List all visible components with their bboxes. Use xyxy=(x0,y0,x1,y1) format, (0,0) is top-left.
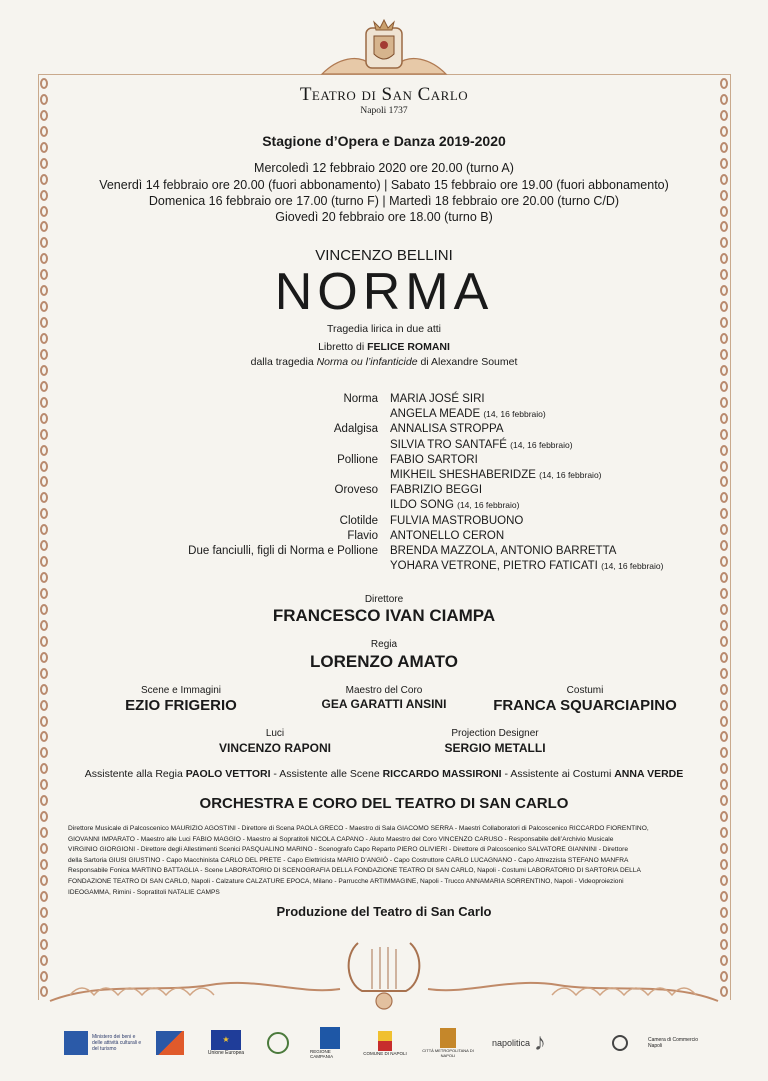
chain-link xyxy=(720,700,728,711)
performance-date-1: Mercoledì 12 febbraio 2020 ore 20.00 (turno A) xyxy=(254,161,514,175)
eu-text: Unione Europea xyxy=(207,1050,245,1056)
cast-singer-name: FABRIZIO BEGGI xyxy=(390,484,483,497)
cast-singer-name: ANGELA MEADE xyxy=(390,408,481,421)
chain-link xyxy=(40,381,48,392)
projection-block xyxy=(410,728,580,755)
chain-link xyxy=(40,779,48,790)
napoli-text: napolitica xyxy=(492,1038,531,1048)
cast-role: Oroveso xyxy=(334,484,378,497)
coro-label: Maestro del Coro xyxy=(345,685,423,696)
mibac-mark-icon xyxy=(64,1031,88,1055)
performance-date-4: Giovedì 20 febbraio ore 18.00 (turno B) xyxy=(275,210,493,224)
cast-singer-name: ILDO SONG xyxy=(390,499,454,512)
theatre-name: Teatro di San Carlo xyxy=(299,84,469,105)
libretto-author: FELICE ROMANI xyxy=(367,341,450,353)
comune-logo xyxy=(362,1025,408,1061)
projection-label: Projection Designer xyxy=(451,728,539,739)
luci-label: Luci xyxy=(265,728,285,739)
napoli-logo xyxy=(492,1025,582,1061)
source-title: Norma ou l’infanticide xyxy=(316,356,418,368)
cast-date-note: (14, 16 febbraio) xyxy=(510,439,573,450)
chain-link xyxy=(720,811,728,822)
cast-date-note: (14, 16 febbraio) xyxy=(457,500,520,511)
chain-link xyxy=(720,747,728,758)
staff-line: della Sartoria GIUSI GIUSTINO - Capo Macchinista CARLO DEL PRETE - Capo Elettricista MARIO D’ANGIÒ - Capo Costruttore CARLO LUCAGNANO - Capo Attrezzista STEFANO MANFRA xyxy=(68,856,629,864)
coro-name: GEA GARATTI ANSINI xyxy=(321,697,447,711)
cast-row xyxy=(0,469,768,484)
cast-singer-name: SILVIA TRO SANTAFÉ xyxy=(390,438,507,451)
comune-mark-icon xyxy=(378,1031,392,1051)
luci-name: VINCENZO RAPONI xyxy=(218,741,331,755)
chain-link xyxy=(40,811,48,822)
citta-mark-icon xyxy=(440,1028,456,1048)
comune-text: COMUNE DI NAPOLI xyxy=(363,1050,407,1056)
assist-costumi-name: ANNA VERDE xyxy=(614,768,684,780)
cast-row xyxy=(0,484,768,499)
camera-mark-icon xyxy=(612,1035,628,1051)
eu-flag-icon: ★ xyxy=(211,1030,241,1050)
chain-link xyxy=(40,747,48,758)
regione-text: REGIONE CAMPANIA xyxy=(310,1049,334,1059)
cast-row xyxy=(0,530,768,545)
scene-name: EZIO FRIGERIO xyxy=(125,697,237,714)
cast-singer xyxy=(390,408,546,420)
cast-singer-name: YOHARA VETRONE, PIETRO FATICATI xyxy=(390,560,598,573)
regione-logo xyxy=(310,1025,350,1061)
cast-row xyxy=(0,545,768,560)
cast-singer xyxy=(390,423,504,435)
cast-role: Adalgisa xyxy=(333,423,378,436)
cast-date-note: (14, 16 febbraio) xyxy=(539,470,602,480)
staff-line: Responsabile Fonica MARTINO BATTAGLIA - Scene LABORATORIO DI SCENOGRAFIA DELLA FONDAZIONE TEATRO DI SAN CARLO, Napoli - Costumi LABORATORIO DI SARTORIA DELLA xyxy=(68,867,641,875)
cast-date-note: (14, 16 febbraio) xyxy=(601,561,664,572)
cast-singer xyxy=(390,439,573,451)
cast-singer xyxy=(390,530,504,542)
cast-role: Pollione xyxy=(337,453,378,466)
crest-icon xyxy=(318,18,450,80)
cast-singer xyxy=(390,499,519,511)
staff-line: GIOVANNI IMPARATO - Maestro alle Luci FABIO MAGGIO - Maestro ai Sopratitoli NICOLA CAPANO - Aiuto Maestro del Coro VINCENZO CARUSO - Responsabile dell’Archivio Musicale xyxy=(68,835,614,843)
cast-row xyxy=(0,499,768,514)
cast-singer xyxy=(390,469,602,481)
music-note-icon: ♪ xyxy=(534,1029,547,1056)
orchestra-title: ORCHESTRA E CORO DEL TEATRO DI SAN CARLO xyxy=(199,795,569,812)
mibac-logo xyxy=(64,1025,144,1061)
regia-label: Regia xyxy=(370,639,398,650)
direttore-name: FRANCESCO IVAN CIAMPA xyxy=(272,606,496,625)
assist-costumi-label: - Assistente ai Costumi xyxy=(501,768,615,780)
costumi-label: Costumi xyxy=(566,685,604,696)
staff-line: IDEOGAMMA, Rimini - Sopratitoli NATALIE CAMPS xyxy=(68,888,220,896)
chain-link xyxy=(720,381,728,392)
assist-scene-label: - Assistente alle Scene xyxy=(270,768,383,780)
cast-singer-name: FABIO SARTORI xyxy=(390,453,478,466)
costumi-block xyxy=(480,685,690,714)
libretto-line xyxy=(0,341,768,353)
chain-link xyxy=(40,684,48,695)
cast-singer-name: ANNALISA STROPPA xyxy=(390,423,504,436)
regia-name: LORENZO AMATO xyxy=(310,652,458,671)
chain-link xyxy=(40,716,48,727)
production-credit: Produzione del Teatro di San Carlo xyxy=(276,904,492,919)
scene-label: Scene e Immagini xyxy=(140,685,222,696)
scene-block xyxy=(96,685,266,714)
chain-link xyxy=(720,779,728,790)
cast-singer-name: MIKHEIL SHESHABERIDZE xyxy=(390,469,536,481)
chain-link xyxy=(40,875,48,886)
opera-title: NORMA xyxy=(274,263,494,321)
chain-link xyxy=(40,827,48,838)
source-suffix: di Alexandre Soumet xyxy=(417,356,518,368)
assist-regia-label: Assistente alla Regia xyxy=(84,768,186,780)
cast-singer xyxy=(390,560,663,572)
cast-singer-name: MARIA JOSÉ SIRI xyxy=(390,393,485,405)
projection-name: SERGIO METALLI xyxy=(444,741,546,755)
cast-singer xyxy=(390,515,523,527)
cast-singer xyxy=(390,545,616,557)
assist-regia-name: PAOLO VETTORI xyxy=(185,768,271,780)
chain-link xyxy=(40,891,48,902)
repubblica-emblem-icon xyxy=(262,1025,294,1061)
performance-date-2: Venerdì 14 febbraio ore 20.00 (fuori abbonamento) | Sabato 15 febbraio ore 19.00 (fuori abbonamento) xyxy=(99,178,669,192)
cast-row xyxy=(0,439,768,454)
chain-link xyxy=(40,859,48,870)
staff-line: Direttore Musicale di Palcoscenico MAURIZIO AGOSTINI - Direttore di Scena PAOLA GRECO - Maestro di Sala GIACOMO SERRA - Maestri Collaboratori di Palcoscenico RICCARDO FIORENTINO, xyxy=(68,825,649,832)
cast-singer-name: BRENDA MAZZOLA, ANTONIO BARRETTA xyxy=(390,545,617,557)
mibac-text: Ministero dei beni e delle attività culturali e del turismo xyxy=(92,1034,142,1052)
cast-singer-name: ANTONELLO CERON xyxy=(390,529,505,542)
eu-logo xyxy=(204,1025,248,1061)
chain-link xyxy=(720,827,728,838)
opera-subtitle: Tragedia lirica in due atti xyxy=(326,323,441,335)
cast-singer xyxy=(390,454,478,466)
cast-row xyxy=(0,423,768,438)
performance-date-3: Domenica 16 febbraio ore 17.00 (turno F) | Martedì 18 febbraio ore 20.00 (turno C/D) xyxy=(148,194,620,208)
composer-name: VINCENZO BELLINI xyxy=(315,247,453,264)
staff-line: VIRGINIO GIORGIONI - Direttore degli Allestimenti Scenici PASQUALINO MARINO - Scenografo Capo Reparto PIERO OLIVIERI - Direttore di Palcoscenico SALVATORE GIANNINI - Direttore xyxy=(68,846,629,854)
direttore-label: Direttore xyxy=(364,594,404,605)
source-line xyxy=(0,356,768,368)
staff-line: FONDAZIONE TEATRO DI SAN CARLO, Napoli - Calzature CALZATURE EPOCA, Milano - Parrucche ARTIMMAGINE, Napoli - Trucco ANNAMARIA SORRENTINO, Napoli - Videoproiezioni xyxy=(68,877,624,885)
cast-role: Flavio xyxy=(347,529,378,542)
chain-link xyxy=(40,843,48,854)
camera-commercio-logo xyxy=(612,1025,708,1061)
chain-link xyxy=(720,843,728,854)
coro-block xyxy=(284,685,484,711)
chain-link xyxy=(720,891,728,902)
staff-credits xyxy=(68,824,708,898)
chain-link xyxy=(720,875,728,886)
chain-link xyxy=(720,731,728,742)
chain-link xyxy=(40,731,48,742)
chain-link xyxy=(720,684,728,695)
costumi-name: FRANCA SQUARCIAPINO xyxy=(493,697,677,714)
cast-role: Due fanciulli, figli di Norma e Pollione xyxy=(188,545,378,557)
cast-singer xyxy=(390,484,482,496)
cast-row xyxy=(0,408,768,423)
season-title: Stagione d’Opera e Danza 2019-2020 xyxy=(262,133,506,149)
citta-metropolitana-logo xyxy=(422,1025,474,1061)
luci-block xyxy=(190,728,360,755)
cast-role: Norma xyxy=(343,393,378,405)
cast-role: Clotilde xyxy=(339,514,378,527)
assistenti-line xyxy=(0,768,768,780)
cast-row xyxy=(0,560,768,575)
camera-text: Camera di Commercio Napoli xyxy=(648,1037,699,1049)
cast-row xyxy=(0,454,768,469)
chain-link xyxy=(40,923,48,934)
citta-text: CITTÀ METROPOLITANA DI NAPOLI xyxy=(422,1048,474,1058)
cast-date-note: (14, 16 febbraio) xyxy=(483,409,546,420)
regione-mark-icon xyxy=(320,1027,340,1049)
chain-link xyxy=(720,923,728,934)
source-prefix: dalla tragedia xyxy=(250,356,317,368)
chain-link xyxy=(40,700,48,711)
cast-row xyxy=(0,393,768,408)
libretto-prefix: Libretto di xyxy=(318,341,368,353)
assist-scene-name: RICCARDO MASSIRONI xyxy=(382,768,502,780)
lyre-ornament-icon xyxy=(40,935,728,1013)
chain-link xyxy=(720,859,728,870)
cast-singer xyxy=(390,393,485,405)
dogs-logo-icon xyxy=(152,1025,188,1061)
cast-row xyxy=(0,515,768,530)
chain-link xyxy=(720,716,728,727)
theatre-city: Napoli 1737 xyxy=(360,106,408,116)
cast-singer-name: FULVIA MASTROBUONO xyxy=(390,514,524,527)
